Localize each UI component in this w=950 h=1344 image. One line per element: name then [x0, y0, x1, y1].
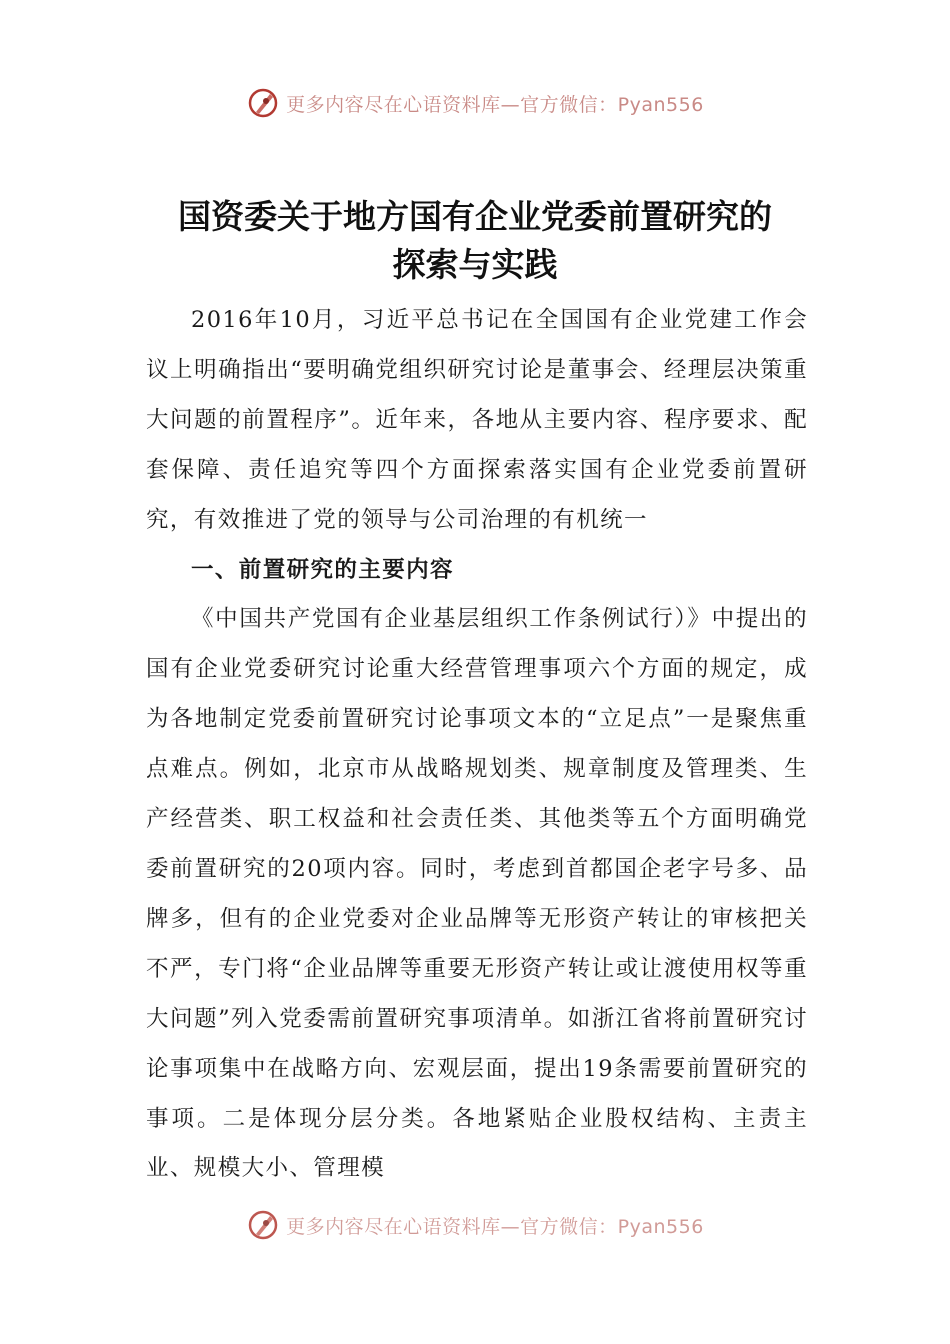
paragraph-content: 《中国共产党国有企业基层组织工作条例试行）》中提出的国有企业党委研究讨论重大经营管理事项六个方面的规定，成为各地制定党委前置研究讨论事项文本的“立足点”一是聚焦重点难点。例如，北京市从战略规划类、规章制度及管理类、生产经营类、职工权益和社会责任类、其他类等五个方面明确党委前置研究的20项内容。同时，考虑到首都国企老字号多、品牌多，但有的企业党委对企业品牌等无形资产转让的审核把关不严，专门将“企业品牌等重要无形资产转让或让渡使用权等重大问题”列入党委需前置研究事项清单。如浙江省将前置研究讨论事项集中在战略方向、宏观层面，提出19条需要前置研究的事项。二是体现分层分类。各地紧贴企业股权结构、主责主业、规模大小、管理模 [146, 606, 808, 1182]
watermark-header [0, 86, 950, 120]
watermark-text: 更多内容尽在心语资料库—官方微信：Pyan556 [286, 93, 704, 116]
document-title [0, 193, 950, 289]
paragraph-intro: 2016年10月，习近平总书记在全国国有企业党建工作会议上明确指出“要明确党组织研究讨论是董事会、经理层决策重大问题的前置程序”。近年来，各地从主要内容、程序要求、配套保障、责任追究等四个方面探索落实国有企业党委前置研究，有效推进了党的领导与公司治理的有机统一 [146, 307, 808, 533]
watermark-footer [0, 1208, 950, 1242]
pen-logo-icon [246, 1208, 280, 1242]
title-line-1: 国资委关于地方国有企业党委前置研究的 [178, 197, 772, 236]
title-line-2: 探索与实践 [392, 245, 558, 284]
watermark-text: 更多内容尽在心语资料库—官方微信：Pyan556 [286, 1215, 704, 1238]
section-heading: 一、前置研究的主要内容 [191, 556, 454, 583]
pen-logo-icon [246, 86, 280, 120]
document-body [146, 296, 808, 1194]
